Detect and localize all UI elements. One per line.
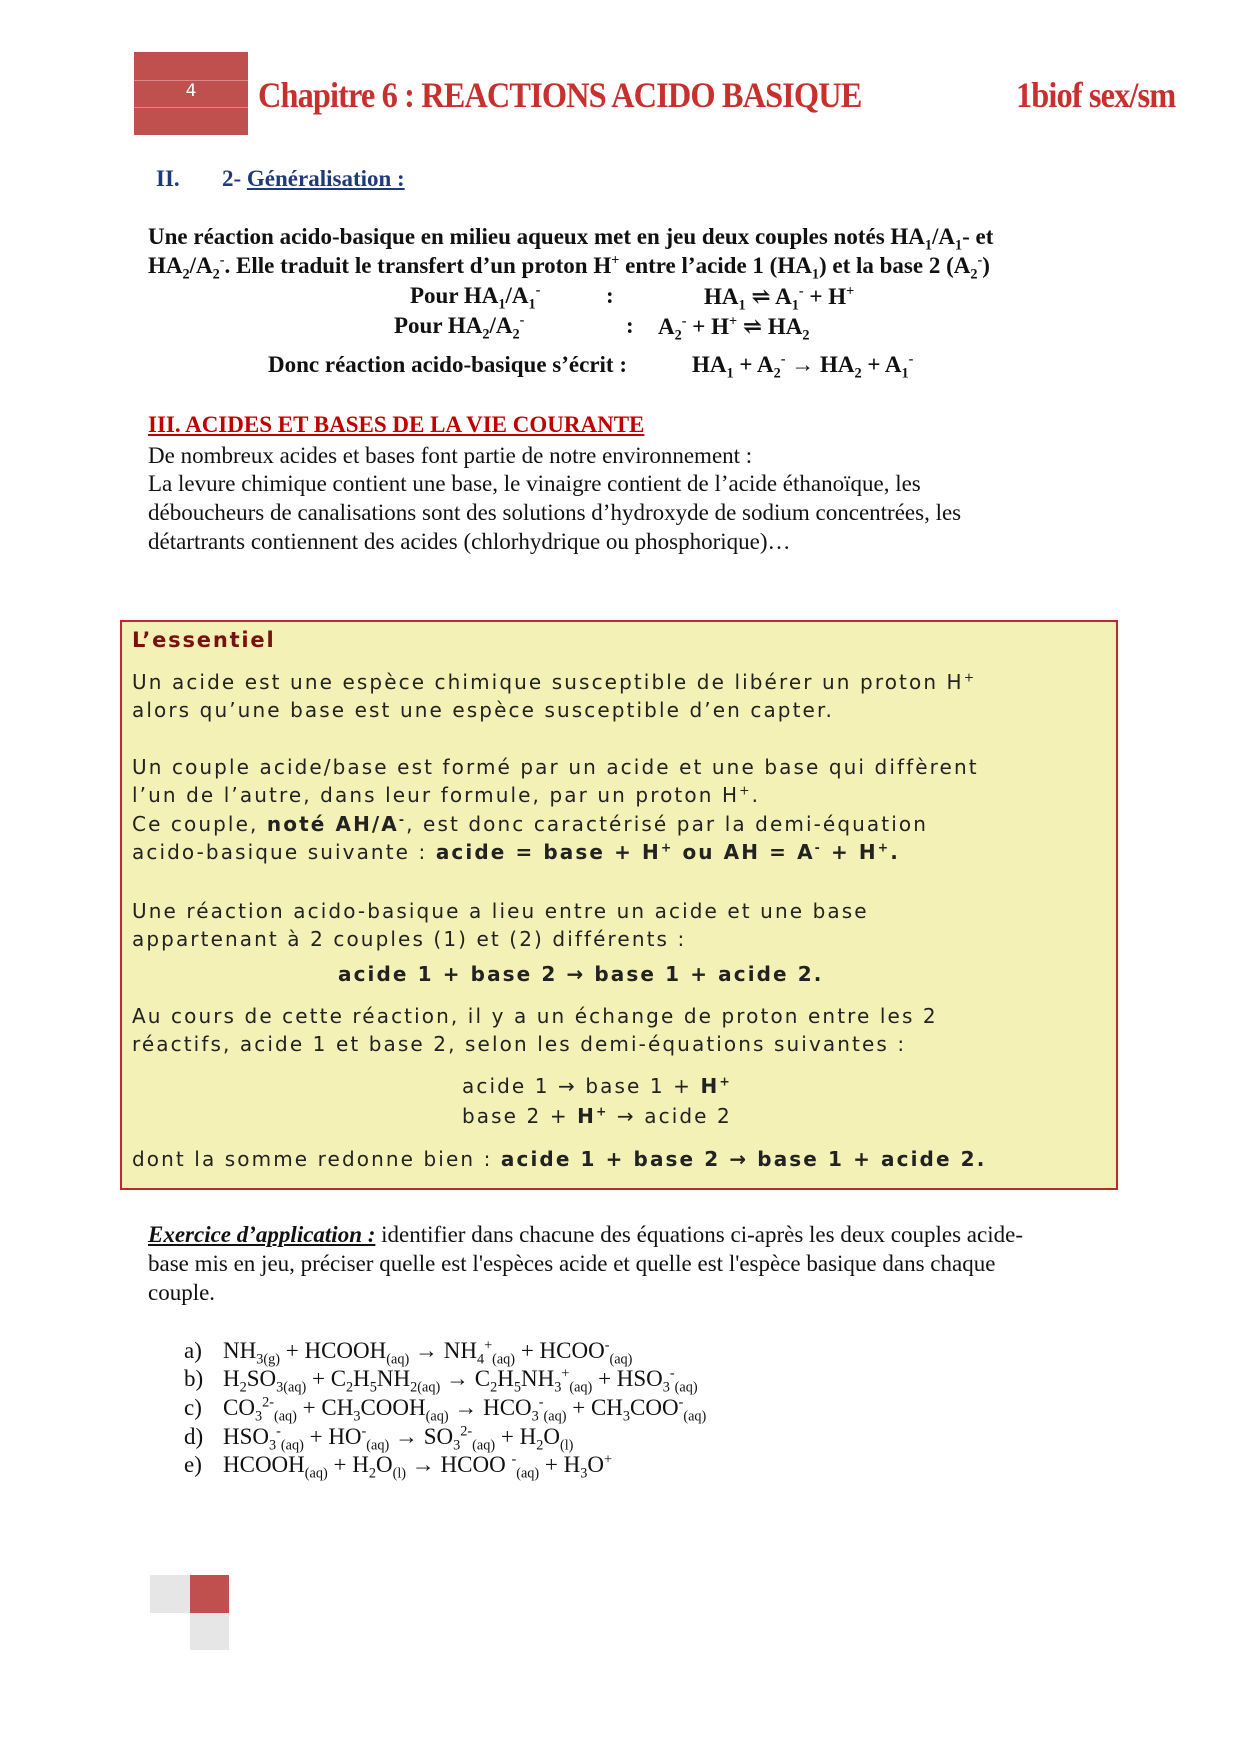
chapter-title: Chapitre 6 : REACTIONS ACIDO BASIQUE [258, 75, 862, 115]
page-number-box [134, 52, 248, 135]
essentiel-half-equation: acide 1 → base 1 + H+ [462, 1073, 732, 1098]
equation-e: $HCOOH_{(aq)} + H_2O_{(l)}$ → HCOO $^-_{(aq)} + H_3O^+$ [223, 1451, 613, 1482]
equation-label: d) [184, 1424, 204, 1449]
equation-label: c) [184, 1395, 202, 1420]
couple2-colon: : [626, 313, 634, 338]
couple2-equation: $A_2^- + H^+$ ⇌ $HA_2$ [658, 313, 810, 344]
couple1-equation: $HA_1$ ⇌ $A_1^- + H^+$ [704, 283, 855, 314]
couple1-label: Pour $HA_1/A_1^-$ [410, 282, 541, 313]
section-numeral: II. [156, 166, 180, 191]
essentiel-line: Une réaction acido-basique a lieu entre un acide et une base [132, 899, 869, 923]
equation-a: $NH_{3(g)}$ + $HCOOH_{(aq)} \to NH_4^+_{(aq)}$ + $HCOO^-_{(aq)}$ [223, 1337, 633, 1368]
equation-label: b) [184, 1366, 204, 1391]
essentiel-line: Ce couple, noté AH/A-, est donc caractérisé par la demi-équation [132, 811, 928, 836]
equation-label: a) [184, 1338, 202, 1363]
couple2-label: Pour $HA_2/A_2^-$ [394, 312, 525, 343]
section3-title: III. ACIDES ET BASES DE LA VIE COURANTE [148, 412, 645, 437]
exercise-title: Exercice d’application : [148, 1222, 376, 1247]
overall-label: Donc réaction acido-basique s’écrit : [268, 352, 627, 377]
class-level: 1biof sex/sm [1016, 75, 1176, 115]
essentiel-line: dont la somme redonne bien : acide 1 + base 2 → base 1 + acide 2. [132, 1147, 987, 1171]
exercise-line-2: base mis en jeu, préciser quelle est l'espèces acide et quelle est l'espèce basique dans chaque [148, 1251, 996, 1276]
exercise-line-3: couple. [148, 1280, 216, 1305]
equation-b: $H_2SO_{3(aq)} + C_2H_5NH_{2(aq)} \to C_2H_5NH_3^+_{(aq)} + HSO_3^-_{(aq)}$ [223, 1365, 698, 1396]
generalisation-line-1: Une réaction acido-basique en milieu aqueux met en jeu deux couples notés $HA_1/A_1-$ et [148, 224, 994, 254]
essentiel-title: L’essentiel [132, 628, 276, 652]
exercise-line-1 [148, 1222, 1023, 1248]
essentiel-line: l’un de l’autre, dans leur formule, par un proton H+. [132, 782, 761, 807]
essentiel-line: alors qu’une base est une espèce susceptible d’en capter. [132, 698, 834, 722]
overall-equation: $HA_1 + A_2^- \to HA_2 + A_1^-$ [692, 351, 914, 382]
footer-square-gray [190, 1613, 229, 1650]
equation-d: $HSO_3^-_{(aq)} + HO^-_{(aq)} \to SO_3^{2-}_{(aq)} + H_2O_{(l)}$ [223, 1423, 574, 1454]
essentiel-line: acido-basique suivante : acide = base + H+ ou AH = A- + H+. [132, 839, 900, 864]
essentiel-line: appartenant à 2 couples (1) et (2) différents : [132, 927, 687, 951]
essentiel-line: Au cours de cette réaction, il y a un échange de proton entre les 2 [132, 1004, 938, 1028]
generalisation-line-2: $HA_2/A_2^-$. Elle traduit le transfert d’un proton H+ entre l’acide 1 $(HA_1)$ et la base 2 $(A_2^-)$ [148, 252, 990, 283]
section3-line: détartrants contiennent des acides (chlorhydrique ou phosphorique)… [148, 529, 791, 554]
couple1-colon: : [606, 283, 614, 308]
section3-line: De nombreux acides et bases font partie de notre environnement : [148, 443, 753, 468]
essentiel-equation: acide 1 + base 2 → base 1 + acide 2. [338, 962, 824, 986]
section-title: 2- Généralisation : [222, 166, 405, 191]
essentiel-line: Un acide est une espèce chimique susceptible de libérer un proton H+ [132, 669, 977, 694]
footer-square-red [190, 1575, 229, 1613]
section3-line: La levure chimique contient une base, le vinaigre contient de l’acide éthanoïque, les [148, 471, 921, 496]
equation-label: e) [184, 1452, 202, 1477]
essentiel-line: Un couple acide/base est formé par un acide et une base qui diffèrent [132, 755, 979, 779]
section3-line: déboucheurs de canalisations sont des solutions d’hydroxyde de sodium concentrées, les [148, 500, 962, 525]
equation-c: $CO_3^{2-}_{(aq)}$ + $CH_3COOH_{(aq)} \to HCO_3^-_{(aq)} + CH_3COO^-_{(aq)}$ [223, 1394, 707, 1425]
essentiel-half-equation: base 2 + H+ → acide 2 [462, 1103, 732, 1128]
section-title-text: Généralisation : [246, 166, 405, 191]
exercise-text: identifier dans chacune des équations ci-après les deux couples acide- [375, 1222, 1023, 1247]
footer-square-gray [150, 1575, 190, 1613]
page-number: 4 [185, 81, 197, 101]
essentiel-line: réactifs, acide 1 et base 2, selon les demi-équations suivantes : [132, 1032, 907, 1056]
